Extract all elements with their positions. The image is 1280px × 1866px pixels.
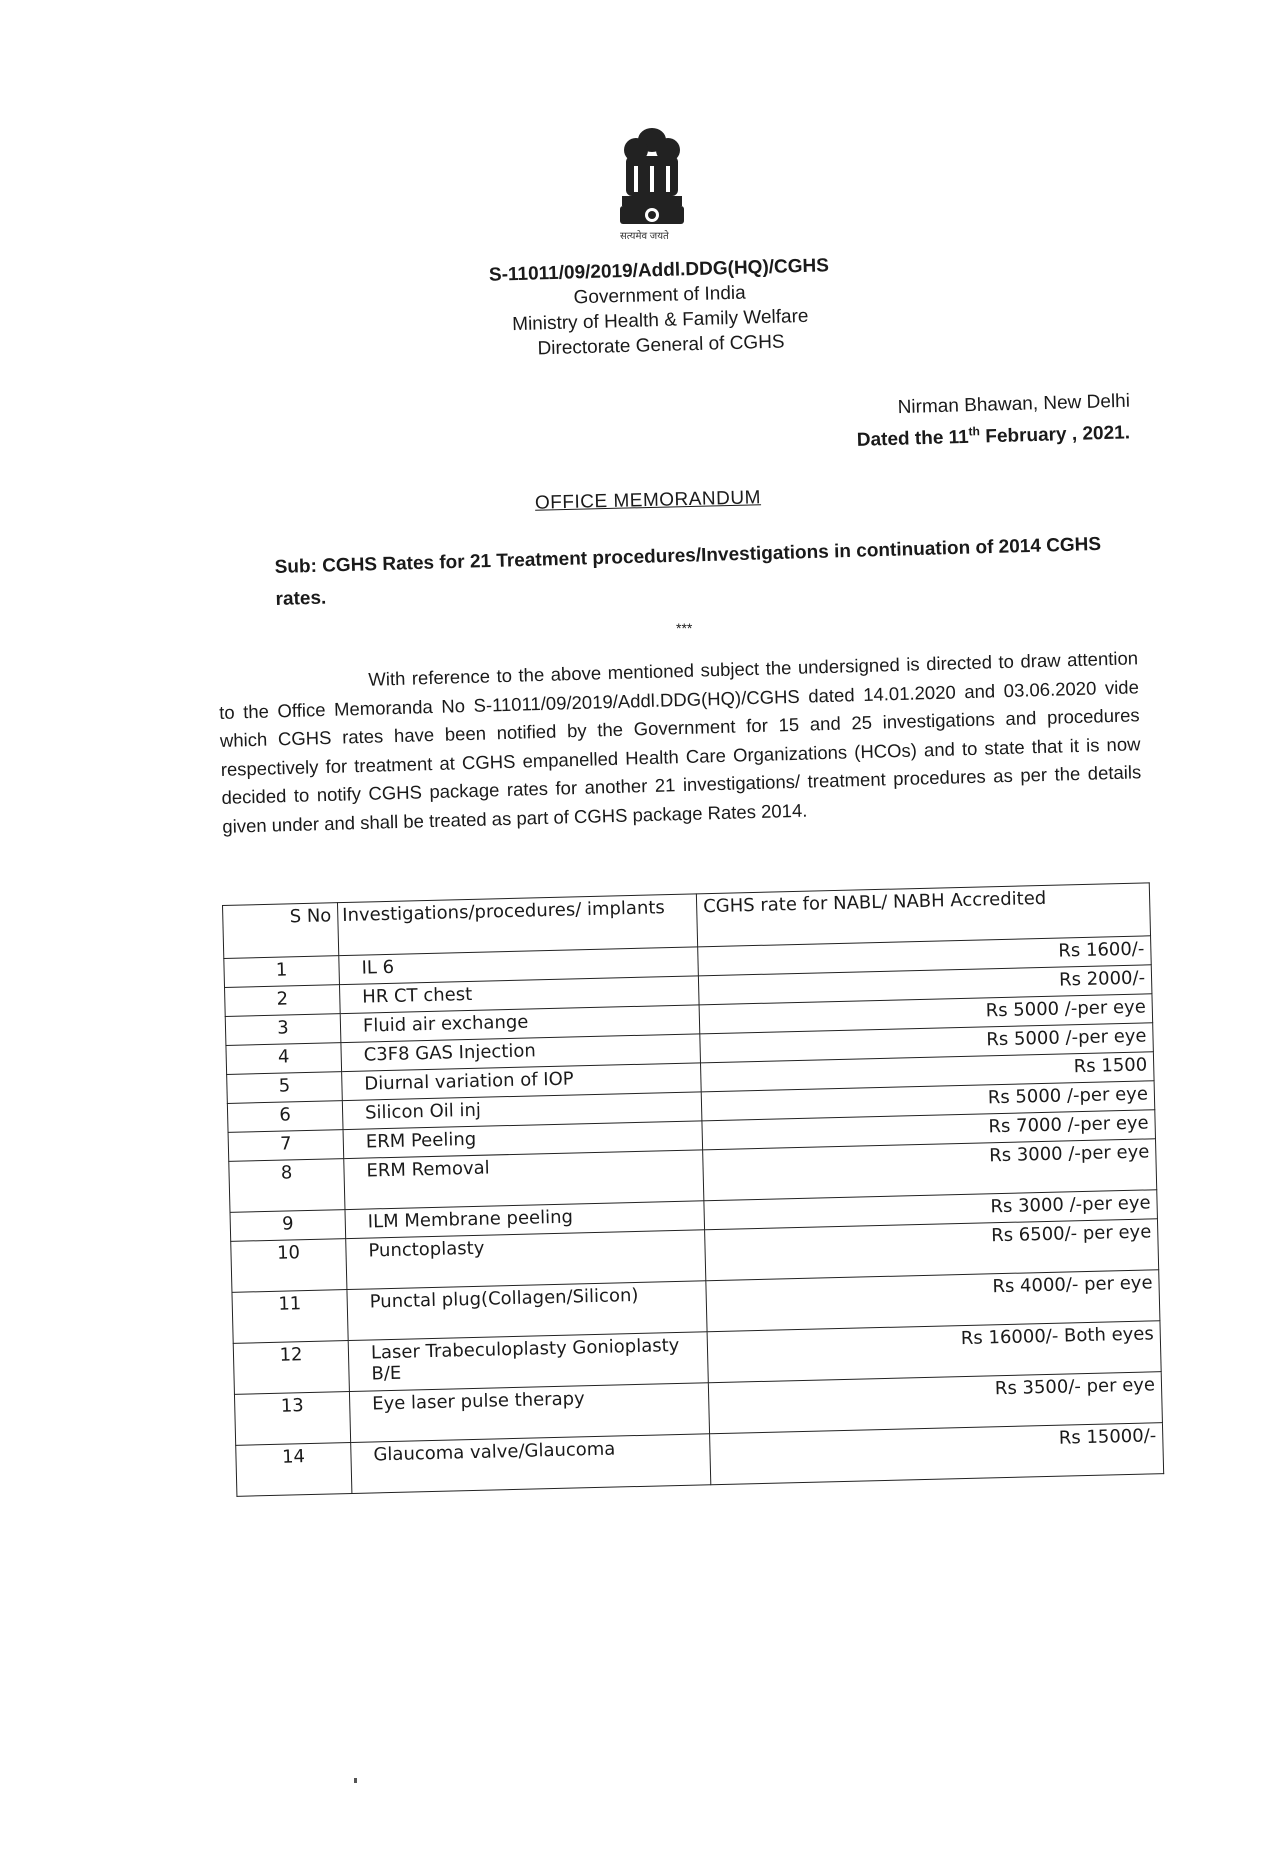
row-sno: 13 bbox=[234, 1392, 350, 1446]
row-item: Silicon Oil inj bbox=[342, 1092, 702, 1130]
row-sno: 3 bbox=[225, 1014, 341, 1046]
row-rate: Rs 5000 /-per eye bbox=[700, 1023, 1154, 1063]
row-sno: 10 bbox=[231, 1239, 347, 1293]
row-rate: Rs 5000 /-per eye bbox=[699, 994, 1153, 1034]
row-sno: 1 bbox=[224, 956, 340, 988]
header-sno: S No bbox=[223, 903, 339, 959]
row-rate: Rs 2000/- bbox=[698, 965, 1152, 1005]
row-rate: Rs 3500/- per eye bbox=[708, 1372, 1162, 1434]
row-item: Fluid air exchange bbox=[340, 1005, 700, 1043]
row-item: C3F8 GAS Injection bbox=[341, 1034, 701, 1072]
date-sup: th bbox=[968, 424, 981, 439]
row-sno: 11 bbox=[232, 1290, 348, 1344]
row-item: ERM Removal bbox=[344, 1150, 704, 1210]
header-rate: CGHS rate for NABL/ NABH Accredited bbox=[696, 883, 1150, 947]
row-item: Punctal plug(Collagen/Silicon) bbox=[347, 1281, 707, 1341]
body-paragraph bbox=[218, 644, 1142, 841]
scan-speck bbox=[354, 1778, 357, 1783]
row-rate: Rs 4000/- per eye bbox=[706, 1270, 1160, 1332]
row-rate: Rs 6500/- per eye bbox=[705, 1219, 1159, 1281]
header-government: Government of India bbox=[573, 282, 746, 309]
row-sno: 9 bbox=[230, 1210, 346, 1242]
row-item: Glaucoma valve/Glaucoma bbox=[351, 1434, 711, 1494]
row-sno: 4 bbox=[226, 1043, 342, 1075]
row-item: Diurnal variation of IOP bbox=[342, 1063, 702, 1101]
separator: *** bbox=[676, 620, 693, 636]
emblem-motto: सत्यमेव जयते bbox=[620, 231, 669, 242]
row-rate: Rs 3000 /-per eye bbox=[703, 1139, 1157, 1201]
header-item: Investigations/procedures/ implants bbox=[337, 894, 697, 956]
row-sno: 6 bbox=[227, 1101, 343, 1133]
memo-title: OFFICE MEMORANDUM bbox=[534, 487, 762, 514]
paragraph-text: With reference to the above mentioned subject the undersigned is directed to draw attention to the Office Memoranda No S-11011/09/2019/Addl.DDG(HQ)/CGHS dated 14.01.2020 and 03.06.2020 vide which CGHS rates have been notified by the Government for 15 and 25 investigations and procedures respectively for treatment at CGHS empanelled Health Care Organizations (HCOs) and to state that it is now decided to notify CGHS package rates for another 21 investigations/ treatment procedures as per the details given under and shall be treated as part of CGHS package Rates 2014. bbox=[218, 647, 1142, 837]
row-item: IL 6 bbox=[339, 947, 699, 985]
row-rate: Rs 1600/- bbox=[698, 936, 1152, 976]
row-sno: 2 bbox=[225, 985, 341, 1017]
row-item: Laser Trabeculoplasty Gonioplasty B/E bbox=[348, 1332, 708, 1392]
header-ministry: Ministry of Health & Family Welfare bbox=[511, 305, 809, 336]
row-sno: 12 bbox=[233, 1341, 349, 1395]
row-rate: Rs 16000/- Both eyes bbox=[707, 1321, 1161, 1383]
row-rate: Rs 1500 bbox=[700, 1052, 1154, 1092]
row-rate: Rs 5000 /-per eye bbox=[701, 1081, 1155, 1121]
subject: Sub: CGHS Rates for 21 Treatment procedures/Investigations in continuation of 2014 CGHS rates. bbox=[274, 533, 1102, 610]
row-item: HR CT chest bbox=[339, 976, 699, 1014]
row-sno: 8 bbox=[229, 1159, 345, 1213]
row-item: Eye laser pulse therapy bbox=[349, 1383, 709, 1443]
row-rate: Rs 3000 /-per eye bbox=[704, 1190, 1158, 1230]
row-item: ERM Peeling bbox=[343, 1121, 703, 1159]
date-prefix: Dated the 11 bbox=[856, 426, 970, 451]
row-sno: 7 bbox=[228, 1130, 344, 1162]
row-sno: 14 bbox=[236, 1443, 352, 1497]
row-item: ILM Membrane peeling bbox=[345, 1201, 705, 1239]
letter-header bbox=[419, 251, 902, 364]
date-line bbox=[770, 420, 1131, 454]
header-directorate: Directorate General of CGHS bbox=[537, 331, 785, 360]
row-rate: Rs 7000 /-per eye bbox=[702, 1110, 1156, 1150]
place: Nirman Bhawan, New Delhi bbox=[897, 390, 1131, 419]
rates-table-wrapper bbox=[222, 882, 1164, 1496]
rates-table bbox=[222, 882, 1164, 1496]
row-sno: 5 bbox=[227, 1072, 343, 1104]
row-item: Punctoplasty bbox=[346, 1230, 706, 1290]
row-rate: Rs 15000/- bbox=[710, 1423, 1164, 1485]
date-suffix: February , 2021. bbox=[979, 422, 1131, 448]
reference-number: S-11011/09/2019/Addl.DDG(HQ)/CGHS bbox=[488, 255, 830, 286]
